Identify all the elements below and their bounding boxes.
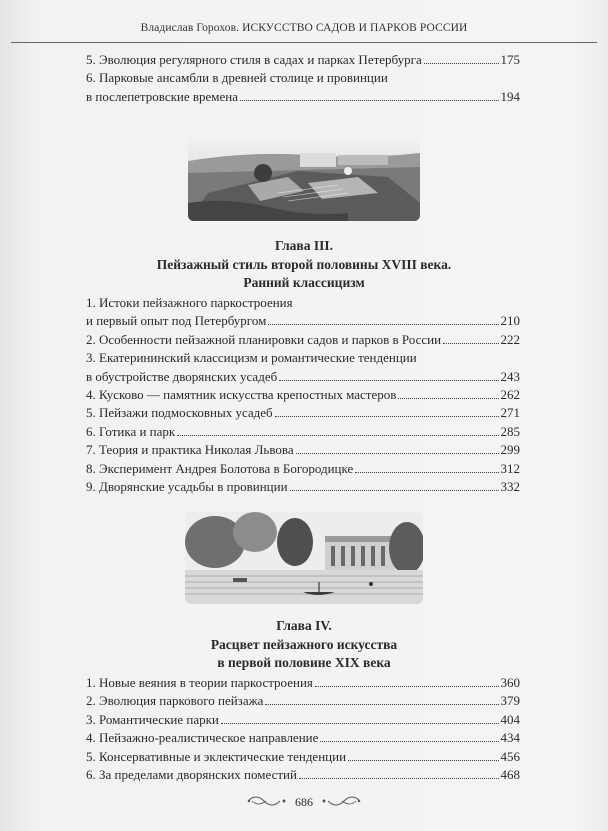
toc-entry-text: 5. Эволюция регулярного стиля в садах и парках Петербурга (86, 52, 422, 67)
toc-page-number: 404 (500, 711, 520, 727)
toc-entry-text: в послепетровские времена (86, 88, 239, 104)
toc-page-number: 222 (500, 331, 520, 347)
dot-leader (275, 416, 499, 417)
chapter-4-title-line-2: в первой половине XIX века (217, 655, 391, 671)
toc-entry-text: 6. За пределами дворянских поместий (86, 767, 297, 783)
toc-entry-text: 1. Новые веяния в теории паркостроения (86, 675, 313, 690)
toc-entry-text: 9. Дворянские усадьбы в провинции (86, 479, 288, 495)
aerial-garden-engraving-icon (188, 133, 420, 221)
chapter-4-title (0, 617, 608, 673)
toc-entry-text: 4. Кусково — памятник искусства крепостных мастеров (86, 387, 397, 403)
toc-entry-text: 3. Екатерининский классицизм и романтические тенденции (86, 350, 417, 366)
toc-entry (86, 441, 520, 459)
toc-entry-text: 2. Особенности пейзажной планировки садов и парков в России (86, 331, 442, 347)
toc-entry-text: 5. Консервативные и эклектические тенденции (86, 748, 347, 764)
toc-entry (86, 766, 520, 784)
aerial-garden-illustration (188, 133, 420, 221)
dot-leader (268, 324, 498, 325)
dot-leader (320, 741, 498, 742)
toc-page-number: 271 (500, 405, 520, 421)
header-rule (11, 42, 597, 43)
dot-leader (348, 760, 498, 761)
toc-page-number: 379 (500, 693, 520, 709)
toc-entry (86, 423, 520, 441)
toc-entry (86, 729, 520, 747)
chapter-4-heading: Глава IV. (276, 618, 332, 633)
dot-leader (221, 723, 499, 724)
dot-leader (443, 343, 498, 344)
toc-page-number: 360 (500, 675, 520, 690)
toc-entry (86, 69, 520, 106)
dot-leader (177, 435, 498, 436)
toc-page-number: 285 (500, 423, 520, 439)
toc-entry (86, 51, 520, 69)
dot-leader (290, 490, 499, 491)
toc-entry (86, 294, 520, 331)
toc-page-number: 332 (500, 479, 520, 495)
toc-page-number: 456 (500, 748, 520, 764)
dot-leader (296, 453, 499, 454)
toc-entry-text: 6. Парковые ансамбли в древней столице и провинции (86, 70, 388, 86)
dot-leader (315, 686, 499, 687)
toc-entry-text: 7. Теория и практика Николая Львова (86, 442, 294, 458)
toc-entry-text: 6. Готика и парк (86, 423, 176, 439)
park-pond-engraving-icon (185, 512, 423, 604)
dot-leader (279, 380, 498, 381)
toc-entry (86, 692, 520, 710)
toc-entry (86, 404, 520, 422)
toc-entry-text: 1. Истоки пейзажного паркостроения (86, 295, 293, 310)
chapter-3-title-line-1: Пейзажный стиль второй половины XVIII века. (156, 256, 452, 272)
toc-entry-text: 3. Романтические парки (86, 711, 219, 727)
toc-entry (86, 478, 520, 496)
toc-entry (86, 711, 520, 729)
toc-entry-text: в обустройстве дворянских усадеб (86, 368, 278, 384)
toc-page-number: 175 (500, 52, 520, 67)
toc-entry-text: 8. Эксперимент Андрея Болотова в Богородицке (86, 460, 354, 476)
toc-top-list (86, 51, 520, 106)
toc-page-number: 434 (500, 730, 520, 746)
dot-leader (424, 63, 499, 64)
toc-entry-text: и первый опыт под Петербургом (86, 313, 267, 329)
toc-page-number: 312 (500, 460, 520, 476)
chapter-3-toc-list (86, 294, 520, 496)
toc-entry (86, 386, 520, 404)
toc-page-number: 194 (500, 88, 520, 104)
toc-page-number: 468 (500, 767, 520, 783)
toc-entry (86, 349, 520, 386)
right-ornament-icon (320, 793, 362, 809)
page-number: 686 (295, 795, 313, 809)
dot-leader (299, 778, 499, 779)
running-head: Владислав Горохов. ИСКУССТВО САДОВ И ПАРКОВ РОССИИ (140, 22, 468, 34)
toc-page-number: 243 (500, 368, 520, 384)
toc-page-number: 299 (500, 442, 520, 458)
chapter-4-title-line-1: Расцвет пейзажного искусства (210, 636, 398, 652)
chapter-3-heading: Глава III. (275, 238, 333, 253)
dot-leader (355, 472, 498, 473)
toc-entry (86, 460, 520, 478)
toc-entry (86, 748, 520, 766)
chapter-3-title-line-2: Ранний классицизм (243, 275, 365, 291)
dot-leader (240, 100, 498, 101)
toc-entry-text: 2. Эволюция паркового пейзажа (86, 693, 264, 709)
chapter-3-title (0, 237, 608, 293)
toc-entry-text: 4. Пейзажно-реалистическое направление (86, 730, 319, 746)
dot-leader (398, 398, 498, 399)
toc-entry (86, 331, 520, 349)
park-pond-illustration (185, 512, 423, 604)
chapter-4-toc-list (86, 674, 520, 784)
dot-leader (265, 704, 498, 705)
toc-page-number: 210 (500, 313, 520, 329)
toc-entry-text: 5. Пейзажи подмосковных усадеб (86, 405, 273, 421)
toc-page-number: 262 (500, 387, 520, 403)
toc-entry (86, 674, 520, 692)
